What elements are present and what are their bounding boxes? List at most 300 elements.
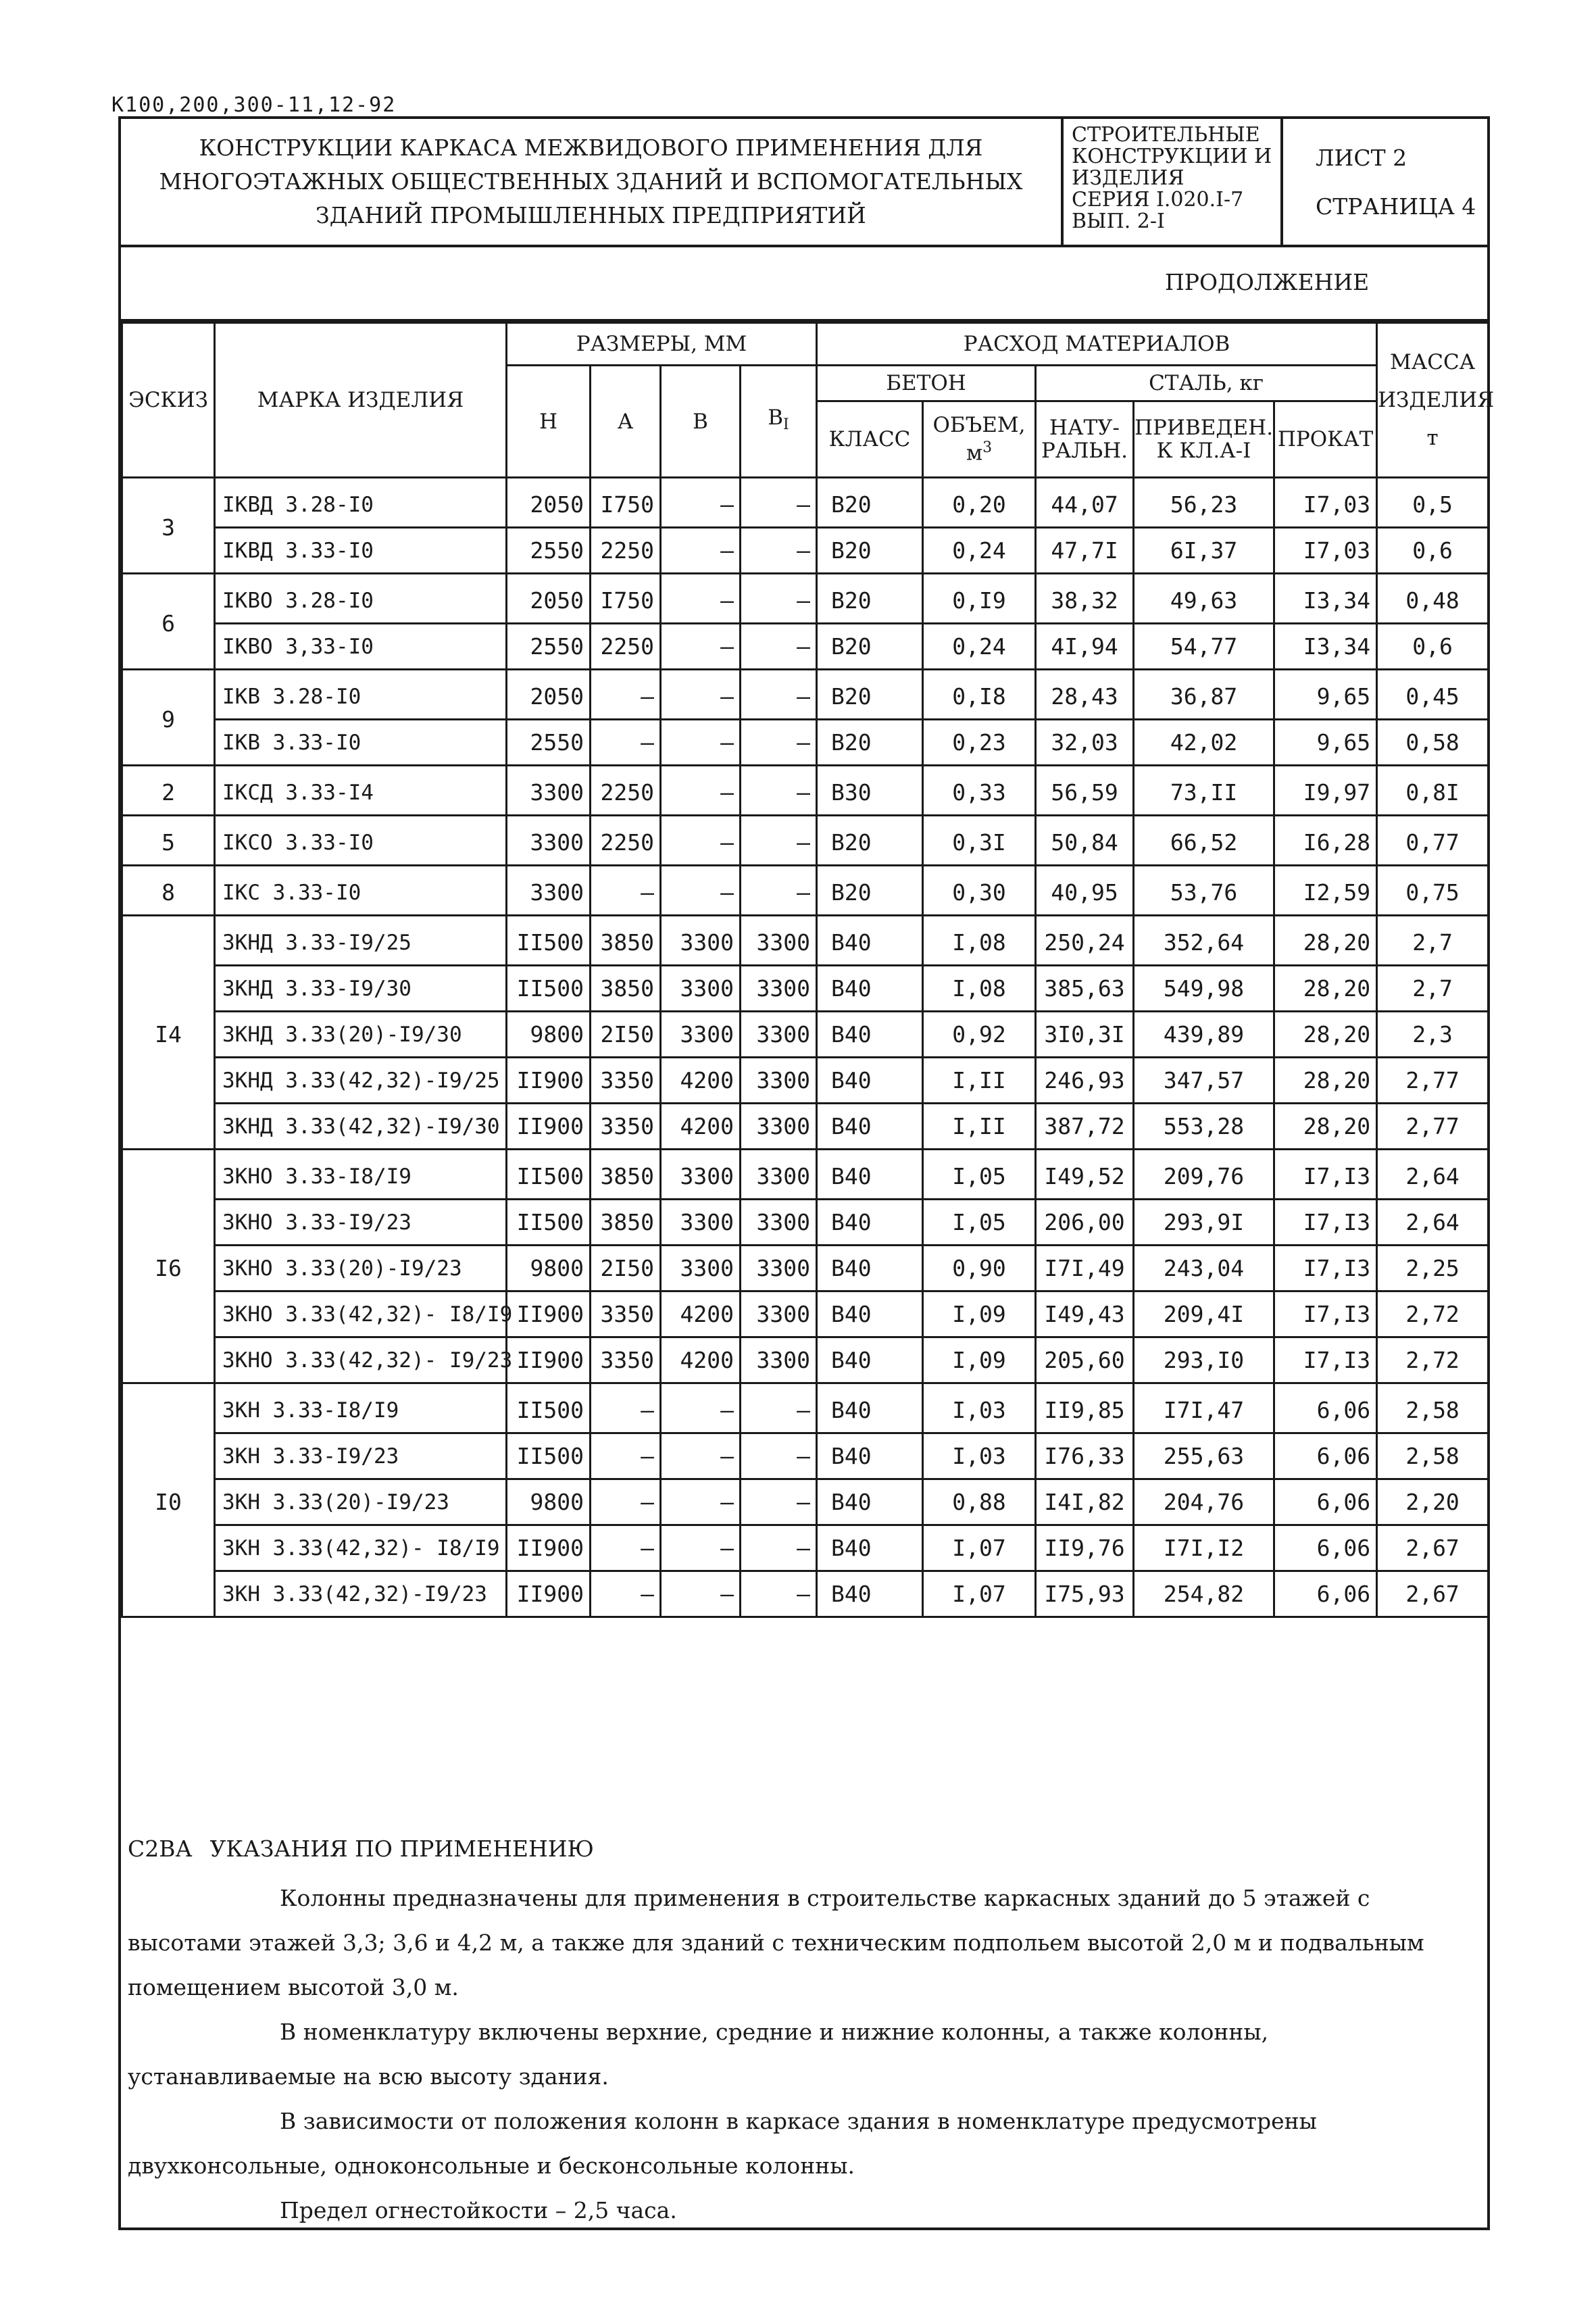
natural-cell: I49,52 — [1036, 1150, 1134, 1200]
volume-cell: I,II — [923, 1104, 1036, 1150]
volume-cell: I,08 — [923, 916, 1036, 966]
table-row — [122, 1104, 1489, 1150]
class-cell: В40 — [817, 966, 923, 1012]
natural-cell: 206,00 — [1036, 1200, 1134, 1246]
steel-header: СТАЛЬ, кг — [1036, 366, 1377, 401]
mass-cell: 0,45 — [1377, 670, 1489, 720]
volume-cell: I,09 — [923, 1291, 1036, 1337]
b1-header-letter: В — [768, 405, 784, 430]
a-cell: 3850 — [591, 1200, 661, 1246]
eskiz-cell: 6 — [122, 574, 215, 670]
mass-cell: 2,58 — [1377, 1433, 1489, 1479]
table-row — [122, 1058, 1489, 1104]
eskiz-cell: I6 — [122, 1150, 215, 1383]
a-cell: – — [591, 866, 661, 916]
h-cell: II500 — [507, 1200, 591, 1246]
mark-cell: 3КН 3.33(20)-I9/23 — [215, 1479, 507, 1525]
table-row — [122, 478, 1489, 528]
reduced-cell: 54,77 — [1134, 624, 1274, 670]
natural-cell: I4I,82 — [1036, 1479, 1134, 1525]
class-cell: В20 — [817, 528, 923, 574]
b1-cell: 3300 — [741, 1291, 817, 1337]
b1-cell: 3300 — [741, 1246, 817, 1291]
b-cell: – — [661, 478, 741, 528]
natural-cell: 44,07 — [1036, 478, 1134, 528]
mark-cell: 3КНД 3.33(42,32)-I9/25 — [215, 1058, 507, 1104]
table-row — [122, 670, 1489, 720]
natural-header-line: НАТУ- — [1049, 416, 1120, 440]
section-code: С2ВА — [128, 1836, 193, 1862]
mass-header-line: т — [1426, 426, 1439, 450]
b-cell: – — [661, 1525, 741, 1571]
notes-heading — [128, 1836, 594, 1862]
reduced-cell: 549,98 — [1134, 966, 1274, 1012]
b1-header-sub: I — [783, 416, 789, 434]
b-cell: – — [661, 528, 741, 574]
natural-cell: I76,33 — [1036, 1433, 1134, 1479]
rolled-cell: I3,34 — [1274, 574, 1377, 624]
b1-cell: – — [741, 816, 817, 866]
h-cell: II900 — [507, 1571, 591, 1617]
volume-cell: 0,90 — [923, 1246, 1036, 1291]
series-line: КОНСТРУКЦИИ И — [1072, 145, 1272, 168]
class-cell: В40 — [817, 1383, 923, 1433]
reduced-cell: I7I,47 — [1134, 1383, 1274, 1433]
mass-cell: 0,5 — [1377, 478, 1489, 528]
natural-cell: 28,43 — [1036, 670, 1134, 720]
natural-header-line: РАЛЬН. — [1041, 439, 1128, 463]
h-cell: 2050 — [507, 574, 591, 624]
series-line: ВЫП. 2-I — [1072, 210, 1165, 233]
mass-cell: 2,77 — [1377, 1104, 1489, 1150]
reduced-header — [1134, 401, 1274, 478]
table-row — [122, 816, 1489, 866]
mass-header-line: ИЗДЕЛИЯ — [1378, 388, 1495, 412]
reduced-cell: 352,64 — [1134, 916, 1274, 966]
h-cell: II900 — [507, 1058, 591, 1104]
b-cell: 4200 — [661, 1291, 741, 1337]
notes-title: УКАЗАНИЯ ПО ПРИМЕНЕНИЮ — [209, 1836, 594, 1862]
eskiz-cell: I0 — [122, 1383, 215, 1617]
h-cell: 9800 — [507, 1246, 591, 1291]
b1-cell: – — [741, 720, 817, 766]
mass-cell: 2,7 — [1377, 916, 1489, 966]
b1-cell: 3300 — [741, 1150, 817, 1200]
mark-cell: 3КН 3.33(42,32)-I9/23 — [215, 1571, 507, 1617]
reduced-header-line: К КЛ.А-I — [1156, 439, 1251, 463]
h-cell: 9800 — [507, 1479, 591, 1525]
b1-cell: – — [741, 478, 817, 528]
eskiz-cell: 8 — [122, 866, 215, 916]
natural-cell: 250,24 — [1036, 916, 1134, 966]
eskiz-cell: 2 — [122, 766, 215, 816]
class-header: КЛАСС — [817, 401, 923, 478]
a-cell: – — [591, 1433, 661, 1479]
mark-cell: 3КН 3.33-I9/23 — [215, 1433, 507, 1479]
a-cell: – — [591, 720, 661, 766]
class-cell: В40 — [817, 1012, 923, 1058]
mass-cell: 2,25 — [1377, 1246, 1489, 1291]
b1-cell: – — [741, 624, 817, 670]
mark-cell: IКВД 3.28-I0 — [215, 478, 507, 528]
mass-cell: 0,75 — [1377, 866, 1489, 916]
reduced-cell: 293,9I — [1134, 1200, 1274, 1246]
a-cell: 3850 — [591, 966, 661, 1012]
b1-cell: – — [741, 866, 817, 916]
mark-cell: 3КНО 3.33(42,32)- I8/I9 — [215, 1291, 507, 1337]
table-row — [122, 720, 1489, 766]
volume-cell: 0,3I — [923, 816, 1036, 866]
h-cell: 3300 — [507, 816, 591, 866]
table-row — [122, 766, 1489, 816]
reduced-cell: 36,87 — [1134, 670, 1274, 720]
class-cell: В40 — [817, 1104, 923, 1150]
h-cell: II500 — [507, 1433, 591, 1479]
notes-paragraph: Колонны предназначены для применения в строительстве каркасных зданий до 5 этажей с высотами этажей 3,3; 3,6 и 4,2 м, а также для зданий с техническим подпольем высотой 2,0 м и подвальным помещением высотой 3,0 м. — [128, 1885, 1424, 2000]
reduced-cell: 347,57 — [1134, 1058, 1274, 1104]
rolled-header: ПРОКАТ — [1274, 401, 1377, 478]
reduced-cell: 243,04 — [1134, 1246, 1274, 1291]
a-cell: – — [591, 1479, 661, 1525]
mark-cell: 3КНД 3.33(20)-I9/30 — [215, 1012, 507, 1058]
b-cell: – — [661, 1383, 741, 1433]
document-code: К100,200,300-11,12-92 — [111, 93, 397, 117]
class-cell: В20 — [817, 866, 923, 916]
mark-cell: IКВО 3,33-I0 — [215, 624, 507, 670]
rolled-cell: I7,I3 — [1274, 1337, 1377, 1383]
volume-cell: 0,23 — [923, 720, 1036, 766]
h-cell: II900 — [507, 1104, 591, 1150]
reduced-cell: 56,23 — [1134, 478, 1274, 528]
table-row — [122, 916, 1489, 966]
mass-cell: 2,64 — [1377, 1150, 1489, 1200]
page-number: СТРАНИЦА 4 — [1316, 193, 1476, 220]
volume-cell: I,05 — [923, 1200, 1036, 1246]
table-row — [122, 1571, 1489, 1617]
rolled-cell: 6,06 — [1274, 1433, 1377, 1479]
volume-cell: 0,30 — [923, 866, 1036, 916]
b1-cell: – — [741, 574, 817, 624]
mark-cell: 3КНО 3.33-I8/I9 — [215, 1150, 507, 1200]
rolled-cell: 28,20 — [1274, 916, 1377, 966]
mass-cell: 2,67 — [1377, 1571, 1489, 1617]
h-cell: 2050 — [507, 478, 591, 528]
b1-cell: – — [741, 670, 817, 720]
a-cell: 2250 — [591, 816, 661, 866]
class-cell: В40 — [817, 1337, 923, 1383]
reduced-cell: 53,76 — [1134, 866, 1274, 916]
rolled-cell: I3,34 — [1274, 624, 1377, 670]
mass-cell: 2,58 — [1377, 1383, 1489, 1433]
rolled-cell: 28,20 — [1274, 1058, 1377, 1104]
mass-cell: 2,20 — [1377, 1479, 1489, 1525]
mass-cell: 2,7 — [1377, 966, 1489, 1012]
notes-paragraph: В номенклатуру включены верхние, средние и нижние колонны, а также колонны, устанавливаемые на всю высоту здания. — [128, 2019, 1269, 2090]
materials-header: РАСХОД МАТЕРИАЛОВ — [817, 323, 1377, 366]
reduced-cell: I7I,I2 — [1134, 1525, 1274, 1571]
mark-cell: 3КНО 3.33(42,32)- I9/23 — [215, 1337, 507, 1383]
h-header: Н — [507, 366, 591, 478]
mark-cell: 3КНО 3.33(20)-I9/23 — [215, 1246, 507, 1291]
a-cell: 3350 — [591, 1291, 661, 1337]
rolled-cell: I7,I3 — [1274, 1200, 1377, 1246]
volume-cell: I,07 — [923, 1525, 1036, 1571]
volume-cell: I,08 — [923, 966, 1036, 1012]
a-cell: 3350 — [591, 1058, 661, 1104]
series-block — [1064, 119, 1283, 245]
table-row — [122, 528, 1489, 574]
concrete-header: БЕТОН — [817, 366, 1036, 401]
rolled-cell: I9,97 — [1274, 766, 1377, 816]
volume-cell: 0,24 — [923, 624, 1036, 670]
mass-cell: 2,77 — [1377, 1058, 1489, 1104]
natural-cell: 246,93 — [1036, 1058, 1134, 1104]
reduced-cell: 204,76 — [1134, 1479, 1274, 1525]
class-cell: В40 — [817, 1525, 923, 1571]
b-cell: – — [661, 816, 741, 866]
h-cell: II500 — [507, 1150, 591, 1200]
a-cell: 2250 — [591, 528, 661, 574]
reduced-cell: 49,63 — [1134, 574, 1274, 624]
volume-cell: I,II — [923, 1058, 1036, 1104]
a-cell: – — [591, 670, 661, 720]
reduced-cell: 209,76 — [1134, 1150, 1274, 1200]
reduced-cell: 42,02 — [1134, 720, 1274, 766]
mass-cell: 2,3 — [1377, 1012, 1489, 1058]
class-cell: В40 — [817, 1200, 923, 1246]
mark-cell: 3КНО 3.33-I9/23 — [215, 1200, 507, 1246]
b1-header — [741, 366, 817, 478]
series-line: СТРОИТЕЛЬНЫЕ — [1072, 123, 1260, 147]
mass-cell: 2,67 — [1377, 1525, 1489, 1571]
rolled-cell: 28,20 — [1274, 966, 1377, 1012]
title-block — [121, 119, 1487, 247]
mark-cell: IКСО 3.33-I0 — [215, 816, 507, 866]
continuation-row — [121, 247, 1487, 322]
volume-cell: I,09 — [923, 1337, 1036, 1383]
class-cell: В20 — [817, 816, 923, 866]
rolled-cell: I7,I3 — [1274, 1150, 1377, 1200]
reduced-cell: 254,82 — [1134, 1571, 1274, 1617]
series-line: ИЗДЕЛИЯ — [1072, 166, 1184, 190]
table-row — [122, 1200, 1489, 1246]
b1-cell: 3300 — [741, 916, 817, 966]
notes-paragraph: Предел огнестойкости – 2,5 часа. — [280, 2197, 677, 2223]
mark-cell: IКВ 3.33-I0 — [215, 720, 507, 766]
b-cell: – — [661, 866, 741, 916]
mass-cell: 0,8I — [1377, 766, 1489, 816]
h-cell: 2550 — [507, 720, 591, 766]
table-row — [122, 1479, 1489, 1525]
natural-cell: 4I,94 — [1036, 624, 1134, 670]
h-cell: II500 — [507, 966, 591, 1012]
volume-cell: I,05 — [923, 1150, 1036, 1200]
drawing-sheet — [118, 116, 1495, 2230]
volume-cell: 0,24 — [923, 528, 1036, 574]
a-cell: 2I50 — [591, 1246, 661, 1291]
volume-header-line: ОБЪЕМ, — [932, 413, 1026, 438]
mass-cell: 0,77 — [1377, 816, 1489, 866]
rolled-cell: 28,20 — [1274, 1012, 1377, 1058]
b-cell: – — [661, 1571, 741, 1617]
sizes-header: РАЗМЕРЫ, ММ — [507, 323, 817, 366]
rolled-cell: 6,06 — [1274, 1525, 1377, 1571]
natural-cell: I75,93 — [1036, 1571, 1134, 1617]
b1-cell: – — [741, 1571, 817, 1617]
b-cell: 4200 — [661, 1058, 741, 1104]
natural-cell: 50,84 — [1036, 816, 1134, 866]
class-cell: В40 — [817, 1571, 923, 1617]
class-cell: В20 — [817, 624, 923, 670]
b-cell: 3300 — [661, 1012, 741, 1058]
natural-header — [1036, 401, 1134, 478]
natural-cell: II9,76 — [1036, 1525, 1134, 1571]
b-cell: 3300 — [661, 916, 741, 966]
volume-cell: 0,20 — [923, 478, 1036, 528]
document-title: КОНСТРУКЦИИ КАРКАСА МЕЖВИДОВОГО ПРИМЕНЕНИЯ ДЛЯ МНОГОЭТАЖНЫХ ОБЩЕСТВЕННЫХ ЗДАНИЙ И ВСПОМОГАТЕЛЬНЫХ ЗДАНИЙ ПРОМЫШЛЕННЫХ ПРЕДПРИЯТИЙ — [121, 119, 1064, 245]
mass-cell: 0,6 — [1377, 528, 1489, 574]
mark-cell: IКС 3.33-I0 — [215, 866, 507, 916]
natural-cell: 3I0,3I — [1036, 1012, 1134, 1058]
eskiz-cell: 9 — [122, 670, 215, 766]
b1-cell: – — [741, 1433, 817, 1479]
eskiz-header: ЭСКИЗ — [122, 323, 215, 478]
natural-cell: 385,63 — [1036, 966, 1134, 1012]
natural-cell: I7I,49 — [1036, 1246, 1134, 1291]
natural-cell: II9,85 — [1036, 1383, 1134, 1433]
rolled-cell: 9,65 — [1274, 720, 1377, 766]
class-cell: В20 — [817, 574, 923, 624]
mass-header — [1377, 323, 1495, 478]
b1-cell: – — [741, 1479, 817, 1525]
rolled-cell: 6,06 — [1274, 1479, 1377, 1525]
b-cell: 4200 — [661, 1104, 741, 1150]
class-cell: В40 — [817, 1479, 923, 1525]
mark-cell: IКСД 3.33-I4 — [215, 766, 507, 816]
b1-cell: – — [741, 766, 817, 816]
a-cell: I750 — [591, 574, 661, 624]
volume-cell: 0,88 — [923, 1479, 1036, 1525]
mass-header-line: МАССА — [1390, 350, 1476, 374]
reduced-cell: 255,63 — [1134, 1433, 1274, 1479]
rolled-cell: 6,06 — [1274, 1571, 1377, 1617]
rolled-cell: 28,20 — [1274, 1104, 1377, 1150]
mass-cell: 2,72 — [1377, 1291, 1489, 1337]
reduced-header-line: ПРИВЕДЕН. — [1134, 416, 1274, 440]
reduced-cell: 66,52 — [1134, 816, 1274, 866]
mass-cell: 2,72 — [1377, 1337, 1489, 1383]
b-cell: – — [661, 766, 741, 816]
h-cell: 2550 — [507, 528, 591, 574]
b1-cell: 3300 — [741, 1200, 817, 1246]
volume-cell: I,07 — [923, 1571, 1036, 1617]
table-row — [122, 1150, 1489, 1200]
table-row — [122, 1383, 1489, 1433]
volume-header — [923, 401, 1036, 478]
class-cell: В20 — [817, 720, 923, 766]
a-cell: – — [591, 1525, 661, 1571]
mark-cell: IКВД 3.33-I0 — [215, 528, 507, 574]
mark-cell: 3КНД 3.33(42,32)-I9/30 — [215, 1104, 507, 1150]
class-cell: В40 — [817, 1150, 923, 1200]
eskiz-cell: I4 — [122, 916, 215, 1150]
natural-cell: 56,59 — [1036, 766, 1134, 816]
b1-cell: 3300 — [741, 1058, 817, 1104]
natural-cell: 40,95 — [1036, 866, 1134, 916]
table-row — [122, 966, 1489, 1012]
continuation-label: ПРОДОЛЖЕНИЕ — [1165, 269, 1370, 295]
h-cell: 2050 — [507, 670, 591, 720]
mark-cell: 3КНД 3.33-I9/25 — [215, 916, 507, 966]
b-cell: 3300 — [661, 1200, 741, 1246]
h-cell: 9800 — [507, 1012, 591, 1058]
b-cell: 3300 — [661, 1246, 741, 1291]
mark-header: МАРКА ИЗДЕЛИЯ — [215, 323, 507, 478]
b1-cell: 3300 — [741, 1337, 817, 1383]
eskiz-cell: 5 — [122, 816, 215, 866]
class-cell: В40 — [817, 1058, 923, 1104]
b1-cell: 3300 — [741, 966, 817, 1012]
a-cell: I750 — [591, 478, 661, 528]
a-cell: 2250 — [591, 766, 661, 816]
volume-cell: 0,92 — [923, 1012, 1036, 1058]
table-row — [122, 624, 1489, 670]
volume-cell: 0,I9 — [923, 574, 1036, 624]
sheet-number: ЛИСТ 2 — [1316, 145, 1407, 171]
class-cell: В40 — [817, 1291, 923, 1337]
rolled-cell: I7,03 — [1274, 478, 1377, 528]
h-cell: II900 — [507, 1291, 591, 1337]
rolled-cell: I7,I3 — [1274, 1291, 1377, 1337]
table-row — [122, 1246, 1489, 1291]
reduced-cell: 6I,37 — [1134, 528, 1274, 574]
mark-cell: IКВ 3.28-I0 — [215, 670, 507, 720]
a-cell: 3850 — [591, 1150, 661, 1200]
rolled-cell: 6,06 — [1274, 1383, 1377, 1433]
class-cell: В20 — [817, 478, 923, 528]
volume-cell: 0,33 — [923, 766, 1036, 816]
b1-cell: – — [741, 1383, 817, 1433]
class-cell: В20 — [817, 670, 923, 720]
reduced-cell: 209,4I — [1134, 1291, 1274, 1337]
table-row — [122, 574, 1489, 624]
b-cell: – — [661, 624, 741, 670]
rolled-cell: I6,28 — [1274, 816, 1377, 866]
natural-cell: 47,7I — [1036, 528, 1134, 574]
reduced-cell: 553,28 — [1134, 1104, 1274, 1150]
volume-cell: I,03 — [923, 1383, 1036, 1433]
a-header: А — [591, 366, 661, 478]
mark-cell: 3КНД 3.33-I9/30 — [215, 966, 507, 1012]
table-row — [122, 1525, 1489, 1571]
mass-cell: 0,48 — [1377, 574, 1489, 624]
h-cell: II900 — [507, 1525, 591, 1571]
rolled-cell: I7,I3 — [1274, 1246, 1377, 1291]
b1-cell: – — [741, 1525, 817, 1571]
class-cell: В40 — [817, 1246, 923, 1291]
series-line: СЕРИЯ I.020.I-7 — [1072, 188, 1244, 212]
b-cell: – — [661, 1433, 741, 1479]
rolled-cell: 9,65 — [1274, 670, 1377, 720]
natural-cell: 32,03 — [1036, 720, 1134, 766]
a-cell: – — [591, 1383, 661, 1433]
a-cell: 2I50 — [591, 1012, 661, 1058]
h-cell: 2550 — [507, 624, 591, 670]
h-cell: 3300 — [507, 866, 591, 916]
natural-cell: 38,32 — [1036, 574, 1134, 624]
b-cell: 3300 — [661, 966, 741, 1012]
b-cell: – — [661, 670, 741, 720]
